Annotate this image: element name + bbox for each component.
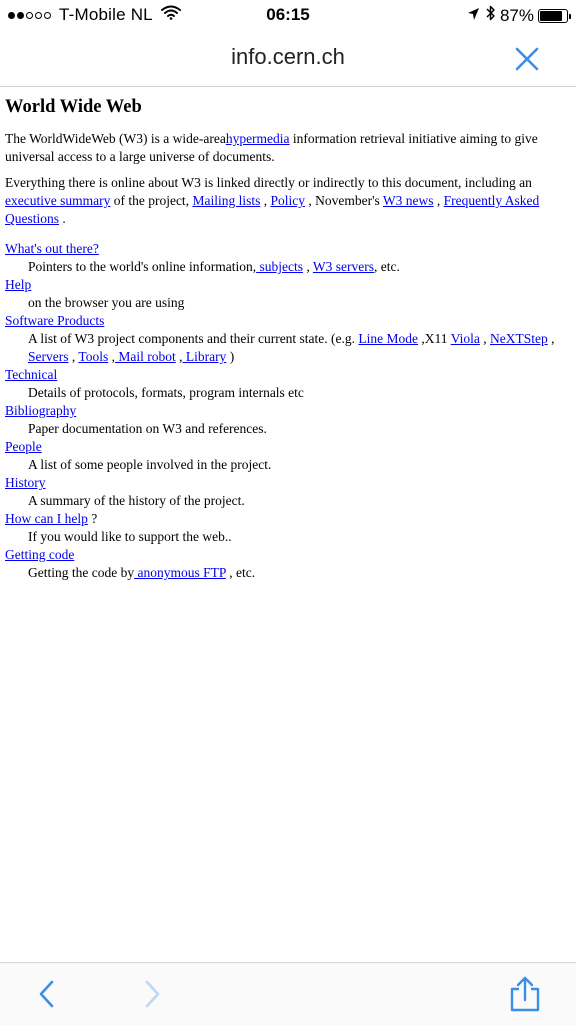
- link-viola[interactable]: Viola: [450, 331, 480, 346]
- battery-percentage: 87%: [499, 5, 534, 25]
- close-icon: [512, 44, 542, 74]
- topic-list: [5, 240, 571, 582]
- link-line-mode[interactable]: Line Mode: [358, 331, 419, 346]
- share-button[interactable]: [508, 975, 540, 1009]
- list-item-description: Pointers to the world's online information, subjects , W3 servers, etc.: [28, 259, 400, 274]
- link-subjects[interactable]: subjects: [256, 259, 304, 274]
- share-icon: [508, 975, 542, 1013]
- link-servers[interactable]: Servers: [28, 349, 69, 364]
- location-arrow-icon: [467, 6, 480, 26]
- page-domain-title: info.cern.ch: [231, 44, 345, 69]
- page-heading: World Wide Web: [5, 97, 142, 117]
- list-item-title: [5, 438, 571, 456]
- forward-button[interactable]: [136, 977, 168, 1011]
- list-item-title: [5, 312, 571, 330]
- link-hypermedia[interactable]: hypermedia: [225, 131, 290, 146]
- chevron-left-icon: [32, 977, 64, 1011]
- link-mailing-lists[interactable]: Mailing lists: [192, 193, 261, 208]
- link-nextstep[interactable]: NeXTStep: [490, 331, 548, 346]
- chevron-right-icon: [136, 977, 168, 1011]
- close-button[interactable]: [512, 44, 542, 74]
- link-bibliography[interactable]: Bibliography: [5, 403, 77, 418]
- battery-fill: [540, 11, 562, 21]
- bottom-toolbar: [0, 962, 576, 1025]
- link-w3-news[interactable]: W3 news: [382, 193, 434, 208]
- link-getting-code[interactable]: Getting code: [5, 547, 75, 562]
- status-time: 06:15: [266, 5, 310, 24]
- link-help[interactable]: Help: [5, 277, 32, 292]
- intro-paragraph-2: Everything there is online about W3 is linked directly or indirectly to this document, including an executive summary of the project, Mailing lists , Policy , November's W3 news , Frequently Asked Questions .: [5, 175, 540, 226]
- link-w3-servers[interactable]: W3 servers: [312, 259, 375, 274]
- link-executive-summary[interactable]: executive summary: [5, 193, 111, 208]
- battery-icon: [538, 9, 568, 23]
- wifi-icon: [161, 5, 181, 25]
- link-technical[interactable]: Technical: [5, 367, 58, 382]
- list-item-description: on the browser you are using: [28, 295, 185, 310]
- carrier-name: T-Mobile NL: [59, 5, 153, 24]
- link-software-products[interactable]: Software Products: [5, 313, 105, 328]
- status-bar: [0, 0, 576, 30]
- list-item-title: [5, 366, 571, 384]
- signal-strength-icon: [8, 12, 53, 19]
- link-tools[interactable]: Tools: [78, 349, 109, 364]
- link-policy[interactable]: Policy: [270, 193, 305, 208]
- list-item-description: A summary of the history of the project.: [28, 493, 245, 508]
- list-item-title: How can I help ?: [5, 511, 98, 526]
- list-item-description: A list of W3 project components and their current state. (e.g. Line Mode ,X11 Viola , NeXTStep , Servers , Tools , Mail robot , Library ): [28, 331, 555, 364]
- list-item-title: [5, 474, 571, 492]
- list-item-title: [5, 402, 571, 420]
- list-item-description: Getting the code by anonymous FTP , etc.: [28, 565, 256, 580]
- link-how-can-i-help[interactable]: How can I help: [5, 511, 88, 526]
- list-item-title: [5, 276, 571, 294]
- nav-header: [0, 30, 576, 87]
- list-item-description: Paper documentation on W3 and references.: [28, 421, 267, 436]
- list-item-description: Details of protocols, formats, program internals etc: [28, 385, 304, 400]
- web-content: [5, 92, 571, 582]
- intro-paragraph-1: The WorldWideWeb (W3) is a wide-areahypermedia information retrieval initiative aiming to give universal access to a large universe of documents.: [5, 131, 538, 164]
- link-whats-out-there[interactable]: What's out there?: [5, 241, 99, 256]
- link-history[interactable]: History: [5, 475, 46, 490]
- list-item-description: A list of some people involved in the project.: [28, 457, 272, 472]
- link-mail-robot[interactable]: Mail robot: [114, 349, 176, 364]
- link-people[interactable]: People: [5, 439, 42, 454]
- list-item-title: [5, 240, 571, 258]
- bluetooth-icon: [486, 5, 496, 26]
- status-right: [467, 5, 568, 26]
- back-button[interactable]: [32, 977, 64, 1011]
- link-anonymous-ftp[interactable]: anonymous FTP: [134, 565, 226, 580]
- status-left: [8, 5, 181, 25]
- link-faq[interactable]: Frequently Asked Questions: [5, 193, 540, 226]
- link-library[interactable]: Library: [182, 349, 227, 364]
- list-item-description: If you would like to support the web..: [28, 529, 232, 544]
- list-item-title: [5, 546, 571, 564]
